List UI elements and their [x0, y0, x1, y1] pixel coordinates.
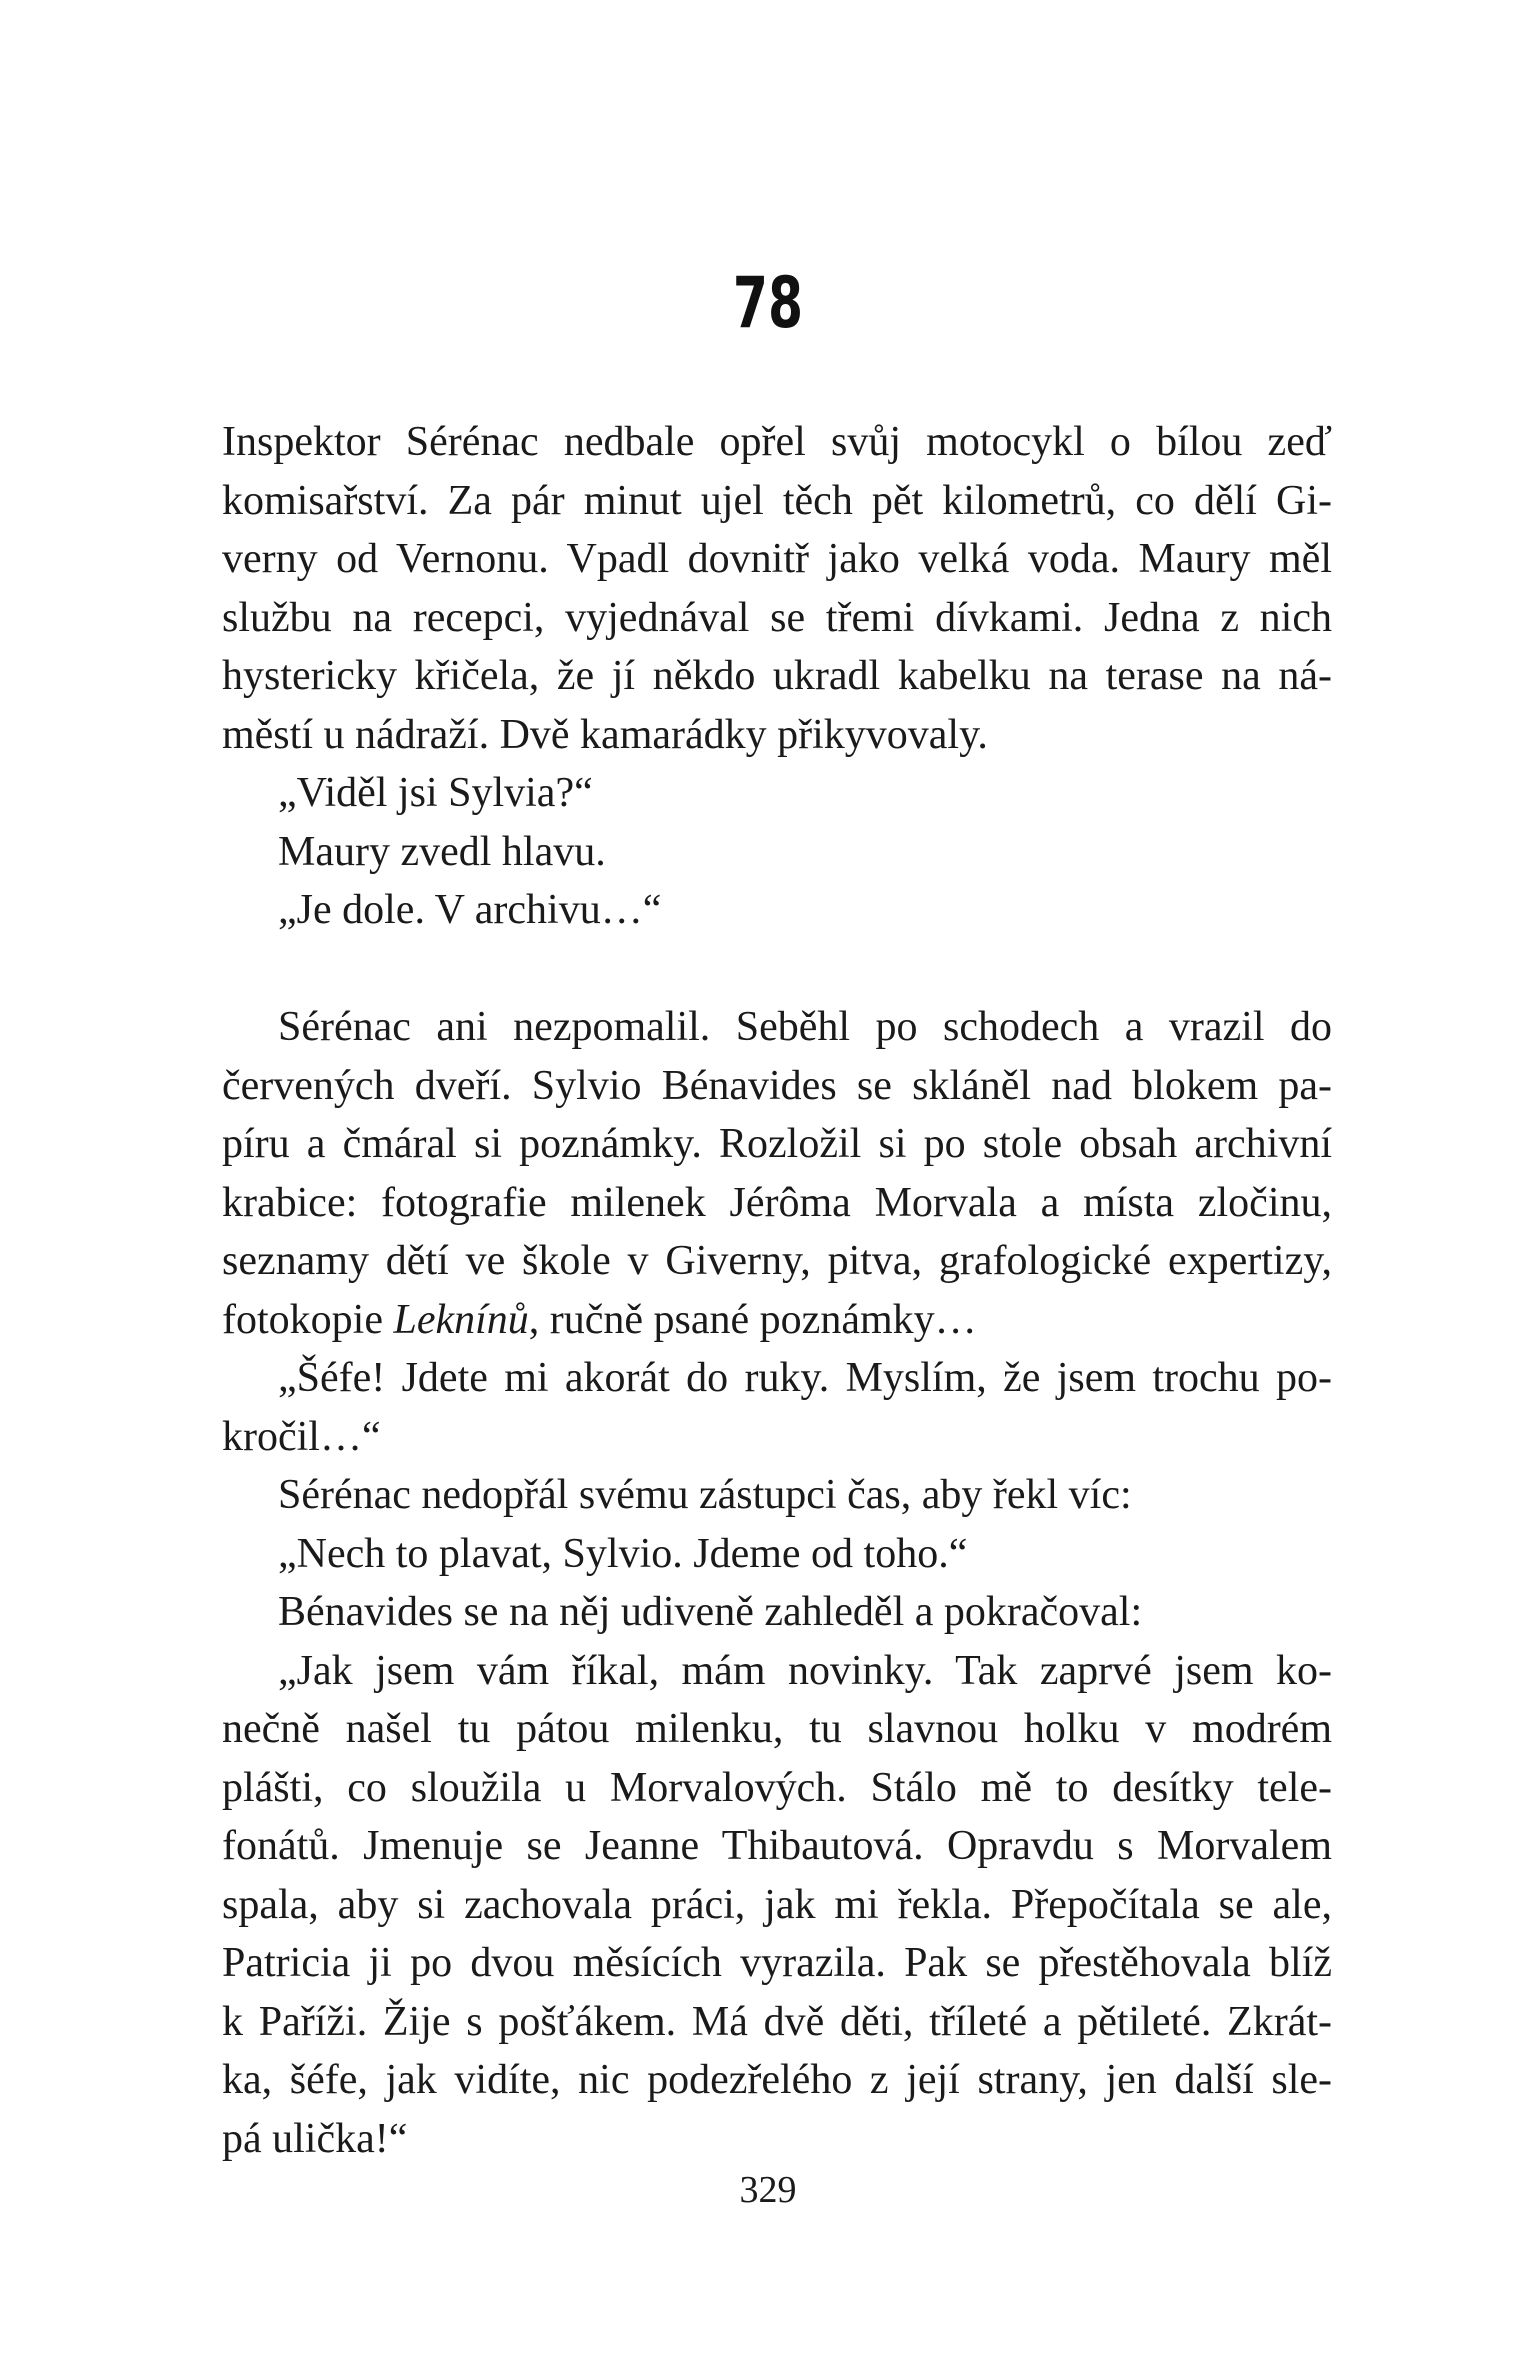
chapter-body	[222, 413, 1332, 2168]
text-line: nečně našel tu pátou milenku, tu slavnou holku v modrém	[222, 1706, 1332, 1752]
paragraph-1	[222, 413, 1332, 764]
text-run: , ručně psané poznámky…	[528, 1296, 977, 1343]
text-line: krabice: fotografie milenek Jérôma Morvala a místa zločinu,	[222, 1179, 1332, 1226]
text-line: „Viděl jsi Sylvia?“	[278, 770, 593, 816]
text-line	[222, 1291, 1332, 1350]
text-line: seznamy dětí ve škole v Giverny, pitva, grafologické expertizy,	[222, 1238, 1332, 1284]
text-line: fonátů. Jmenuje se Jeanne Thibautová. Opravdu s Morvalem	[222, 1823, 1332, 1869]
text-line: k Paříži. Žije s pošťákem. Má dvě děti, tříleté a pětileté. Zkrát-	[222, 1998, 1332, 2045]
paragraph-9	[222, 1583, 1332, 1642]
paragraph-8	[222, 1525, 1332, 1584]
text-line: „Nech to plavat, Sylvio. Jdeme od toho.“	[278, 1530, 968, 1577]
text-line: komisařství. Za pár minut ujel těch pět kilometrů, co dělí Gi-	[222, 477, 1332, 524]
text-line: Bénavides se na něj udiveně zahleděl a pokračoval:	[278, 1589, 1143, 1635]
text-line: kročil…“	[222, 1413, 381, 1460]
text-line: pá ulička!“	[222, 2115, 408, 2162]
text-line: spala, aby si zachovala práci, jak mi řekla. Přepočítala se ale,	[222, 1881, 1332, 1928]
text-run: fotokopie	[222, 1296, 394, 1343]
text-line: Patricia ji po dvou měsících vyrazila. Pak se přestěhovala blíž	[222, 1940, 1332, 1986]
text-line: píru a čmáral si poznámky. Rozložil si po stole obsah archivní	[222, 1121, 1332, 1167]
text-line: Inspektor Sérénac nedbale opřel svůj motocykl o bílou zeď	[222, 419, 1332, 465]
paragraph-7	[222, 1466, 1332, 1525]
text-line: „Je dole. V archivu…“	[278, 887, 662, 933]
text-line: plášti, co sloužila u Morvalových. Stálo mě to desítky tele-	[222, 1764, 1332, 1811]
paragraph-6	[222, 1349, 1332, 1466]
paragraph-5	[222, 998, 1332, 1349]
text-line: městí u nádraží. Dvě kamarádky přikyvovaly.	[222, 711, 988, 758]
paragraph-3	[222, 823, 1332, 882]
paragraph-2	[222, 764, 1332, 823]
text-line: „Jak jsem vám říkal, mám novinky. Tak zaprvé jsem ko-	[278, 1647, 1332, 1694]
chapter-number: 78	[732, 262, 804, 344]
text-line: Sérénac nedopřál svému zástupci čas, aby řekl víc:	[278, 1472, 1132, 1518]
italic-title: Leknínů	[393, 1296, 529, 1343]
paragraph-4	[222, 881, 1332, 940]
text-line: ka, šéfe, jak vidíte, nic podezřelého z její strany, jen další sle-	[222, 2057, 1332, 2103]
paragraph-10	[222, 1642, 1332, 2169]
text-line: červených dveří. Sylvio Bénavides se skláněl nad blokem pa-	[222, 1062, 1332, 1109]
page-number: 329	[739, 2169, 797, 2211]
text-line: verny od Vernonu. Vpadl dovnitř jako velká voda. Maury měl	[222, 536, 1332, 582]
text-line: službu na recepci, vyjednával se třemi dívkami. Jedna z nich	[222, 594, 1332, 641]
text-line: Maury zvedl hlavu.	[278, 828, 606, 875]
text-line: „Šéfe! Jdete mi akorát do ruky. Myslím, že jsem trochu po-	[278, 1355, 1332, 1401]
section-break	[222, 940, 1332, 999]
text-line: Sérénac ani nezpomalil. Seběhl po schodech a vrazil do	[278, 1004, 1332, 1050]
text-line: hystericky křičela, že jí někdo ukradl kabelku na terase na ná-	[222, 653, 1332, 699]
